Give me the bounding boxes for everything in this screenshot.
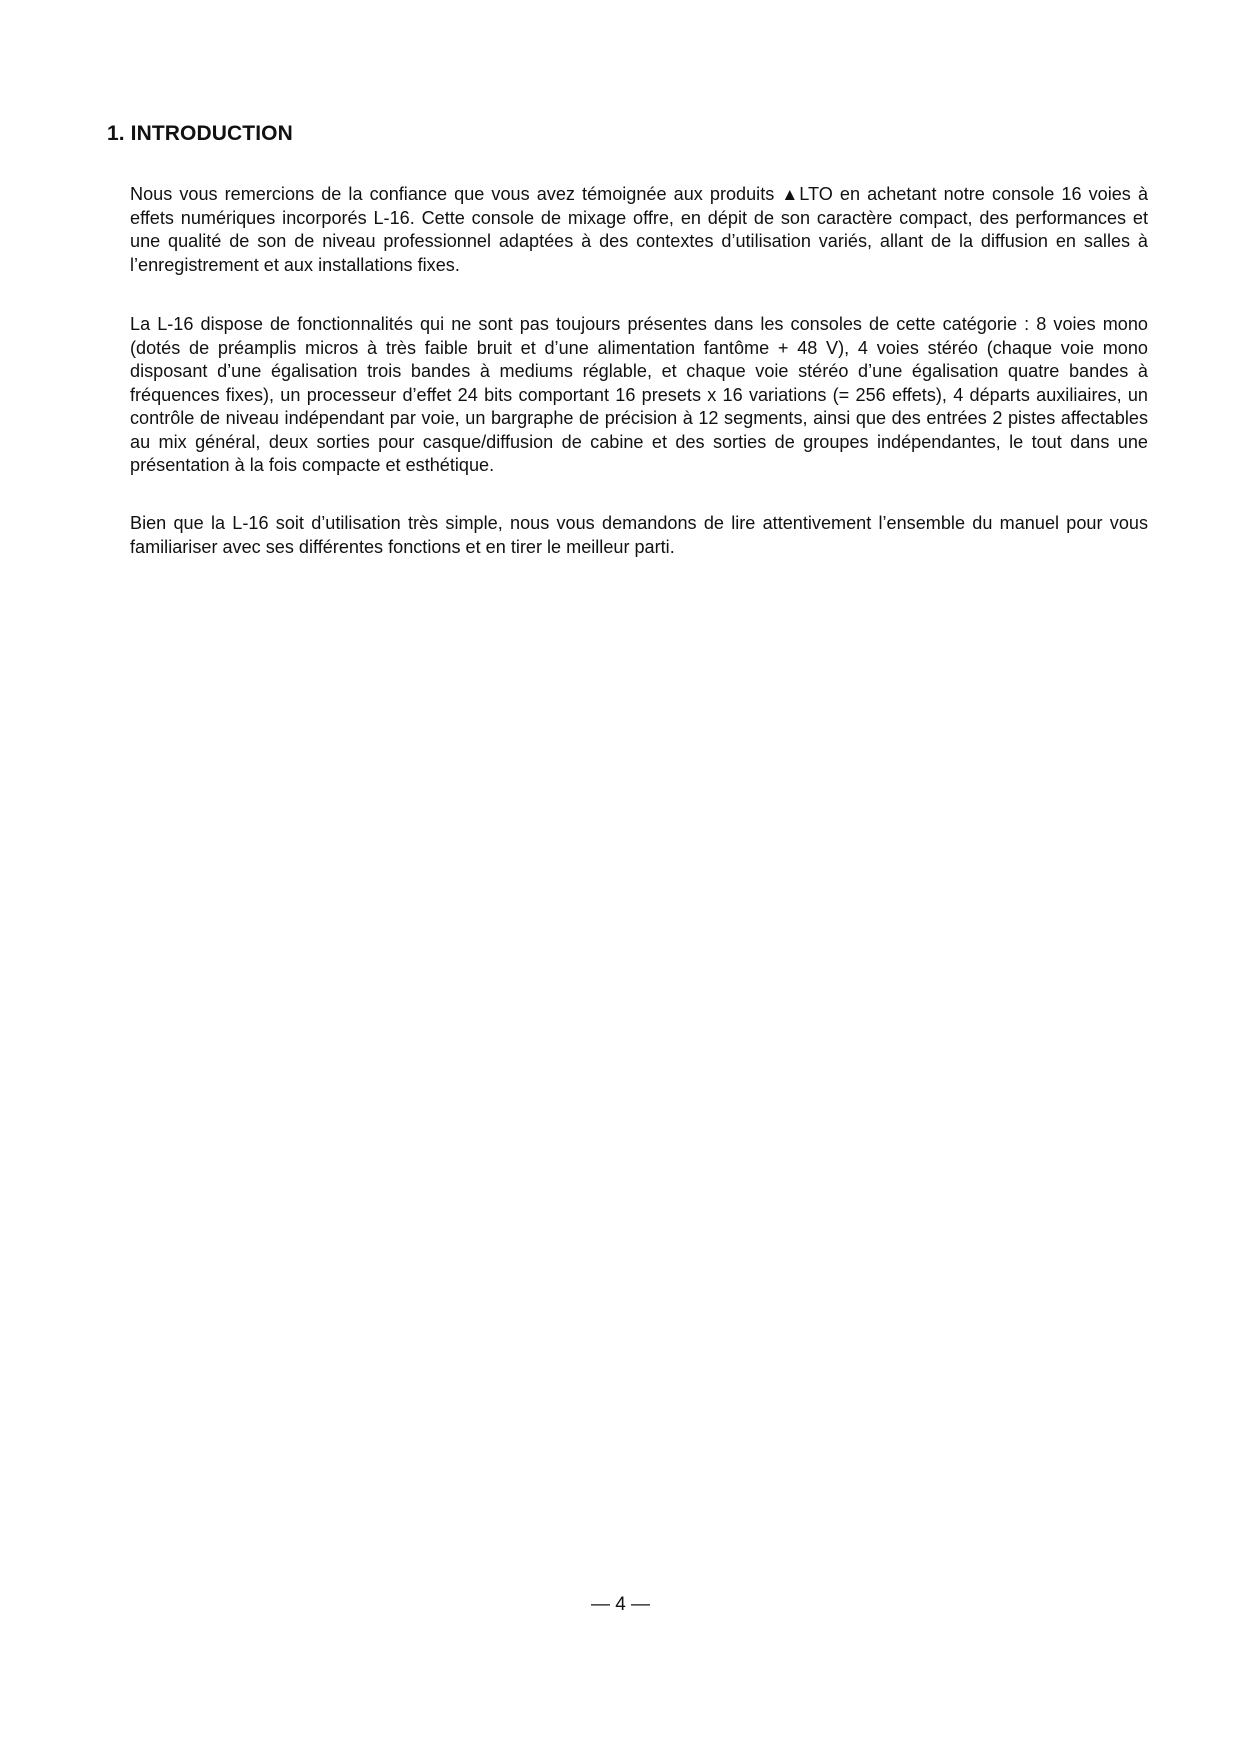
paragraph-text: en achetant notre console 16 voies à effets numériques incorporés L-16. Cette console de mixage offre, en dépit de son caractère compact, des performances et une qualité de son de niveau professionnel adaptées à des contextes d’utilisation variés, allant de la diffusion en salles à l’enregistrement et aux installations fixes. <box>130 184 1149 275</box>
section-heading: 1. INTRODUCTION <box>107 122 293 145</box>
intro-paragraph-1 <box>130 183 1148 277</box>
intro-paragraph-2: La L-16 dispose de fonctionnalités qui ne sont pas toujours présentes dans les consoles de cette catégorie : 8 voies mono (dotés de préamplis micros à très faible bruit et d’une alimentation fantôme + 48 V), 4 voies stéréo (chaque voie mono disposant d’une égalisation trois bandes à mediums réglable, et chaque voie stéréo d’une égalisation quatre bandes à fréquences fixes), un processeur d’effet 24 bits comportant 16 presets x 16 variations (= 256 effets), 4 départs auxiliaires, un contrôle de niveau indépendant par voie, un bargraphe de précision à 12 segments, ainsi que des entrées 2 pistes affectables au mix général, deux sorties pour casque/diffusion de cabine et des sorties de groupes indépendantes, le tout dans une présentation à la fois compacte et esthétique. <box>130 314 1148 475</box>
intro-paragraph-3: Bien que la L-16 soit d’utilisation très simple, nous vous demandons de lire attentivement l’ensemble du manuel pour vous familiariser avec ses différentes fonctions et en tirer le meilleur parti. <box>130 513 1148 557</box>
brand-name: LTO <box>799 184 833 204</box>
brand-triangle-icon: ▲ <box>781 185 800 204</box>
page-number: — 4 — <box>590 1594 651 1615</box>
paragraph-text: Nous vous remercions de la confiance que vous avez témoignée aux produits <box>130 184 782 204</box>
